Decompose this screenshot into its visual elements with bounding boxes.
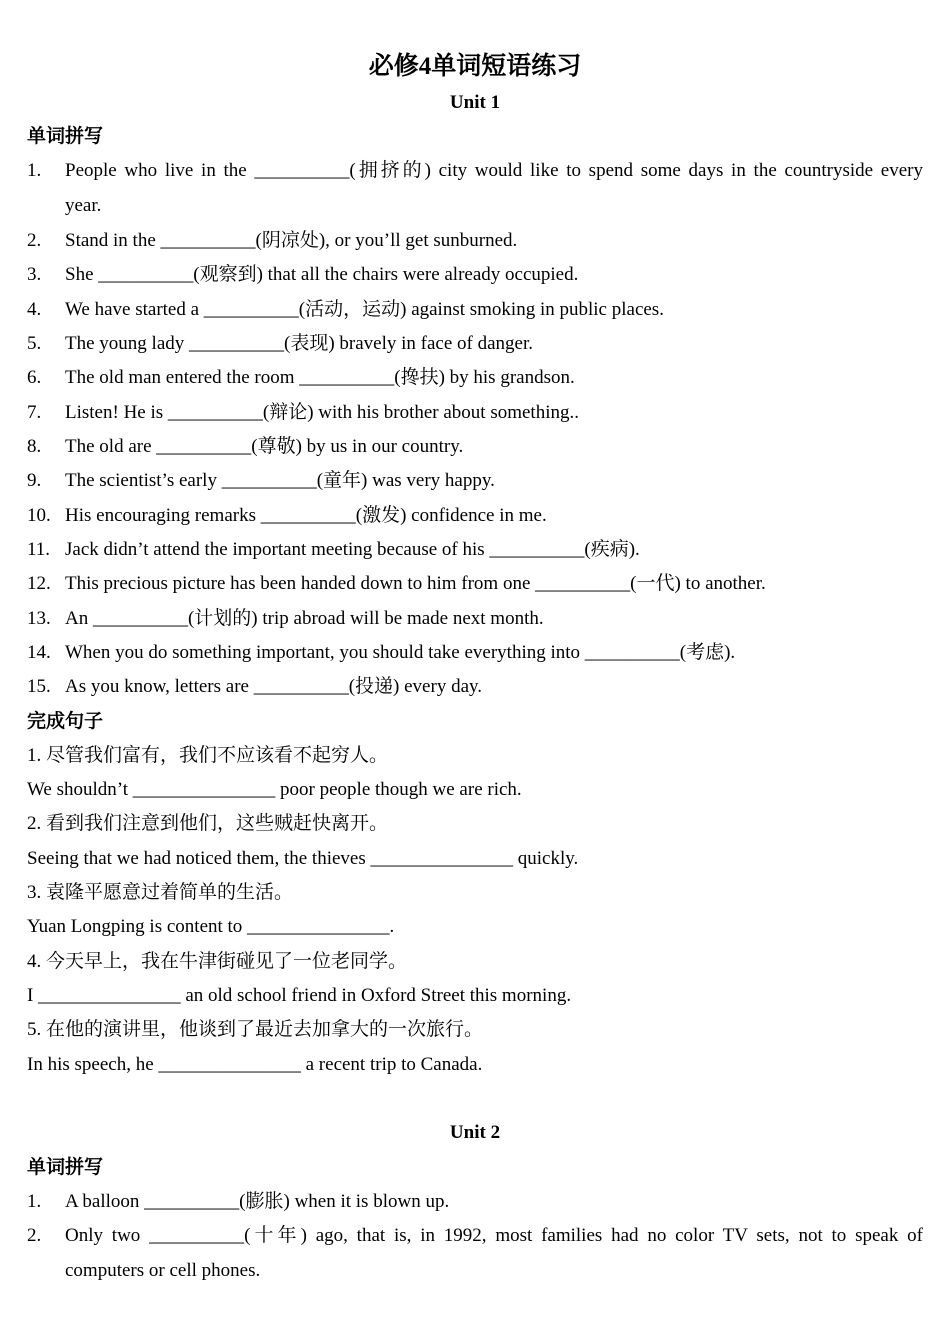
item-text: When you do something important, you should take everything into __________(考虑). xyxy=(65,642,736,663)
item-text: The young lady __________(表现) bravely in face of danger. xyxy=(65,333,534,354)
item-number: 12. xyxy=(27,573,51,594)
item-text: People who live in the __________(拥挤的) city would like to spend some days in the countryside every xyxy=(65,160,923,181)
item-text: The scientist’s early __________(童年) was very happy. xyxy=(65,470,495,491)
item-number: 7. xyxy=(27,402,42,423)
item-number: 2. xyxy=(27,230,42,251)
item-number: 8. xyxy=(27,436,42,457)
item-number: 15. xyxy=(27,676,51,697)
sentence-2-english: Seeing that we had noticed them, the thieves _______________ quickly. xyxy=(27,848,579,869)
item-text: His encouraging remarks __________(激发) confidence in me. xyxy=(65,505,547,526)
item-text: We have started a __________(活动，运动) against smoking in public places. xyxy=(65,299,664,320)
sentence-3-chinese: 3. 袁隆平愿意过着简单的生活。 xyxy=(27,882,294,903)
sentence-4-english: I _______________ an old school friend in Oxford Street this morning. xyxy=(27,985,572,1006)
item-text: She __________(观察到) that all the chairs were already occupied. xyxy=(65,264,579,285)
item-text: Stand in the __________(阴凉处), or you’ll get sunburned. xyxy=(65,230,518,251)
item-text: The old are __________(尊敬) by us in our country. xyxy=(65,436,464,457)
item-text: Only two __________(十年) ago, that is, in 1992, most families had no color TV sets, not to speak of xyxy=(65,1225,923,1246)
item-text: An __________(计划的) trip abroad will be made next month. xyxy=(65,608,544,629)
unit2-heading: Unit 2 xyxy=(449,1122,501,1143)
item-number: 6. xyxy=(27,367,42,388)
item-number: 5. xyxy=(27,333,42,354)
item-number: 1. xyxy=(27,160,42,181)
item-number: 1. xyxy=(27,1191,42,1212)
unit1-spelling-heading: 单词拼写 xyxy=(27,126,104,147)
item-text: A balloon __________(膨胀) when it is blown up. xyxy=(65,1191,450,1212)
item-number: 3. xyxy=(27,264,42,285)
sentence-5-chinese: 5. 在他的演讲里，他谈到了最近去加拿大的一次旅行。 xyxy=(27,1019,484,1040)
item-text: Jack didn’t attend the important meeting because of his __________(疾病). xyxy=(65,539,640,560)
item-text: Listen! He is __________(辩论) with his brother about something.. xyxy=(65,402,579,423)
sentence-2-chinese: 2. 看到我们注意到他们，这些贼赶快离开。 xyxy=(27,813,389,834)
sentence-1-chinese: 1. 尽管我们富有，我们不应该看不起穷人。 xyxy=(27,745,389,766)
item-number: 9. xyxy=(27,470,42,491)
item-text: As you know, letters are __________(投递) every day. xyxy=(65,676,483,697)
unit2-spelling-heading: 单词拼写 xyxy=(27,1157,104,1178)
item-text-continued: computers or cell phones. xyxy=(65,1260,261,1281)
item-text-continued: year. xyxy=(65,195,102,216)
item-number: 11. xyxy=(27,539,51,560)
sentence-5-english: In his speech, he _______________ a recent trip to Canada. xyxy=(27,1054,483,1075)
item-text: The old man entered the room __________(搀扶) by his grandson. xyxy=(65,367,575,388)
item-number: 10. xyxy=(27,505,51,526)
item-number: 14. xyxy=(27,642,51,663)
item-number: 4. xyxy=(27,299,42,320)
sentence-3-english: Yuan Longping is content to _______________. xyxy=(27,916,395,937)
document-title: 必修4单词短语练习 xyxy=(368,53,582,80)
unit1-sentences-heading: 完成句子 xyxy=(27,711,104,732)
sentence-1-english: We shouldn’t _______________ poor people though we are rich. xyxy=(27,779,522,800)
unit1-heading: Unit 1 xyxy=(449,92,501,113)
item-text: This precious picture has been handed down to him from one __________(一代) to another. xyxy=(65,573,766,594)
item-number: 13. xyxy=(27,608,51,629)
sentence-4-chinese: 4. 今天早上，我在牛津街碰见了一位老同学。 xyxy=(27,951,408,972)
item-number: 2. xyxy=(27,1225,42,1246)
